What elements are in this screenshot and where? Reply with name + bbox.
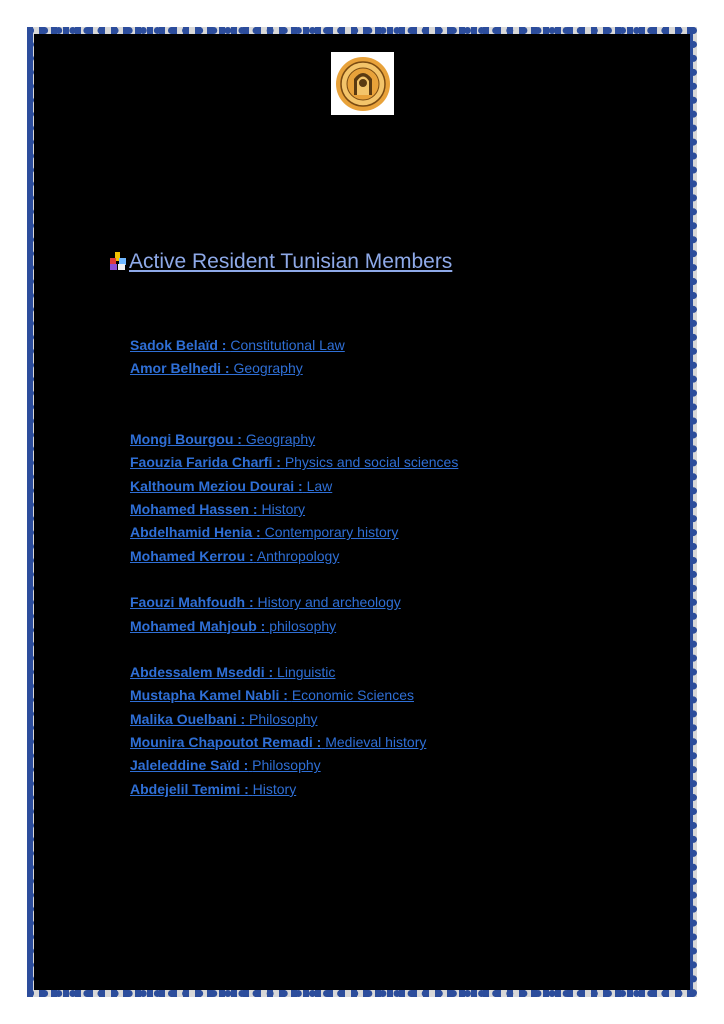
member-link[interactable] [130, 731, 670, 754]
member-field: Geography [233, 360, 303, 377]
member-field: Law [306, 477, 333, 494]
member-link[interactable] [130, 451, 670, 474]
member-name: Mohamed Hassen : [130, 500, 258, 517]
member-field: Geography [245, 430, 316, 447]
seal-icon [334, 55, 392, 113]
member-name: Sadok Belaïd : [130, 337, 227, 353]
member-link[interactable] [130, 521, 670, 544]
member-link[interactable] [130, 778, 670, 801]
member-link[interactable] [130, 475, 670, 498]
member-field: Anthropology [256, 547, 340, 564]
member-link[interactable] [130, 661, 670, 684]
section-heading [107, 250, 452, 274]
member-field: Medieval history [325, 734, 427, 751]
member-name: Mustapha Kamel Nabli : [130, 687, 288, 704]
member-list [130, 334, 670, 801]
member-link[interactable] [130, 428, 670, 451]
member-name: Abdessalem Mseddi : [130, 663, 274, 680]
member-name: Amor Belhedi : [130, 360, 230, 377]
member-link[interactable] [130, 615, 670, 638]
member-link[interactable] [130, 498, 670, 521]
member-field: History and archeology [257, 594, 401, 611]
member-field: Physics and social sciences [284, 454, 459, 471]
heading-title[interactable]: Active Resident Tunisian Members [129, 250, 453, 273]
member-name: Jaleleddine Saïd : [130, 757, 249, 774]
member-name: Abdelhamid Henia : [130, 524, 261, 541]
academy-logo [331, 52, 394, 115]
member-link[interactable] [130, 357, 670, 380]
member-name: Mohamed Mahjoub : [130, 617, 266, 634]
member-link[interactable] [130, 334, 670, 357]
member-field: Philosophy [252, 757, 321, 774]
member-name: Abdejelil Temimi : [130, 780, 249, 797]
member-name: Malika Ouelbani : [130, 710, 246, 727]
member-link[interactable] [130, 708, 670, 731]
member-field: Constitutional Law [230, 337, 345, 353]
member-name: Mounira Chapoutot Remadi : [130, 734, 322, 751]
member-field: Economic Sciences [291, 687, 414, 704]
member-field: History [252, 780, 297, 797]
member-name: Faouzia Farida Charfi : [130, 454, 281, 471]
member-link[interactable] [130, 545, 670, 568]
member-name: Mohamed Kerrou : [130, 547, 254, 564]
member-field: Linguistic [277, 663, 336, 680]
member-name: Faouzi Mahfoudh : [130, 594, 254, 611]
member-link[interactable] [130, 591, 670, 614]
member-name: Mongi Bourgou : [130, 430, 242, 447]
member-field: philosophy [269, 617, 337, 634]
member-field: Philosophy [249, 710, 318, 727]
member-name: Kalthoum Meziou Dourai : [130, 477, 303, 494]
member-field: History [261, 500, 306, 517]
windows-bullet-icon [107, 252, 127, 272]
member-link[interactable] [130, 684, 670, 707]
member-link[interactable] [130, 754, 670, 777]
member-field: Contemporary history [264, 524, 399, 541]
